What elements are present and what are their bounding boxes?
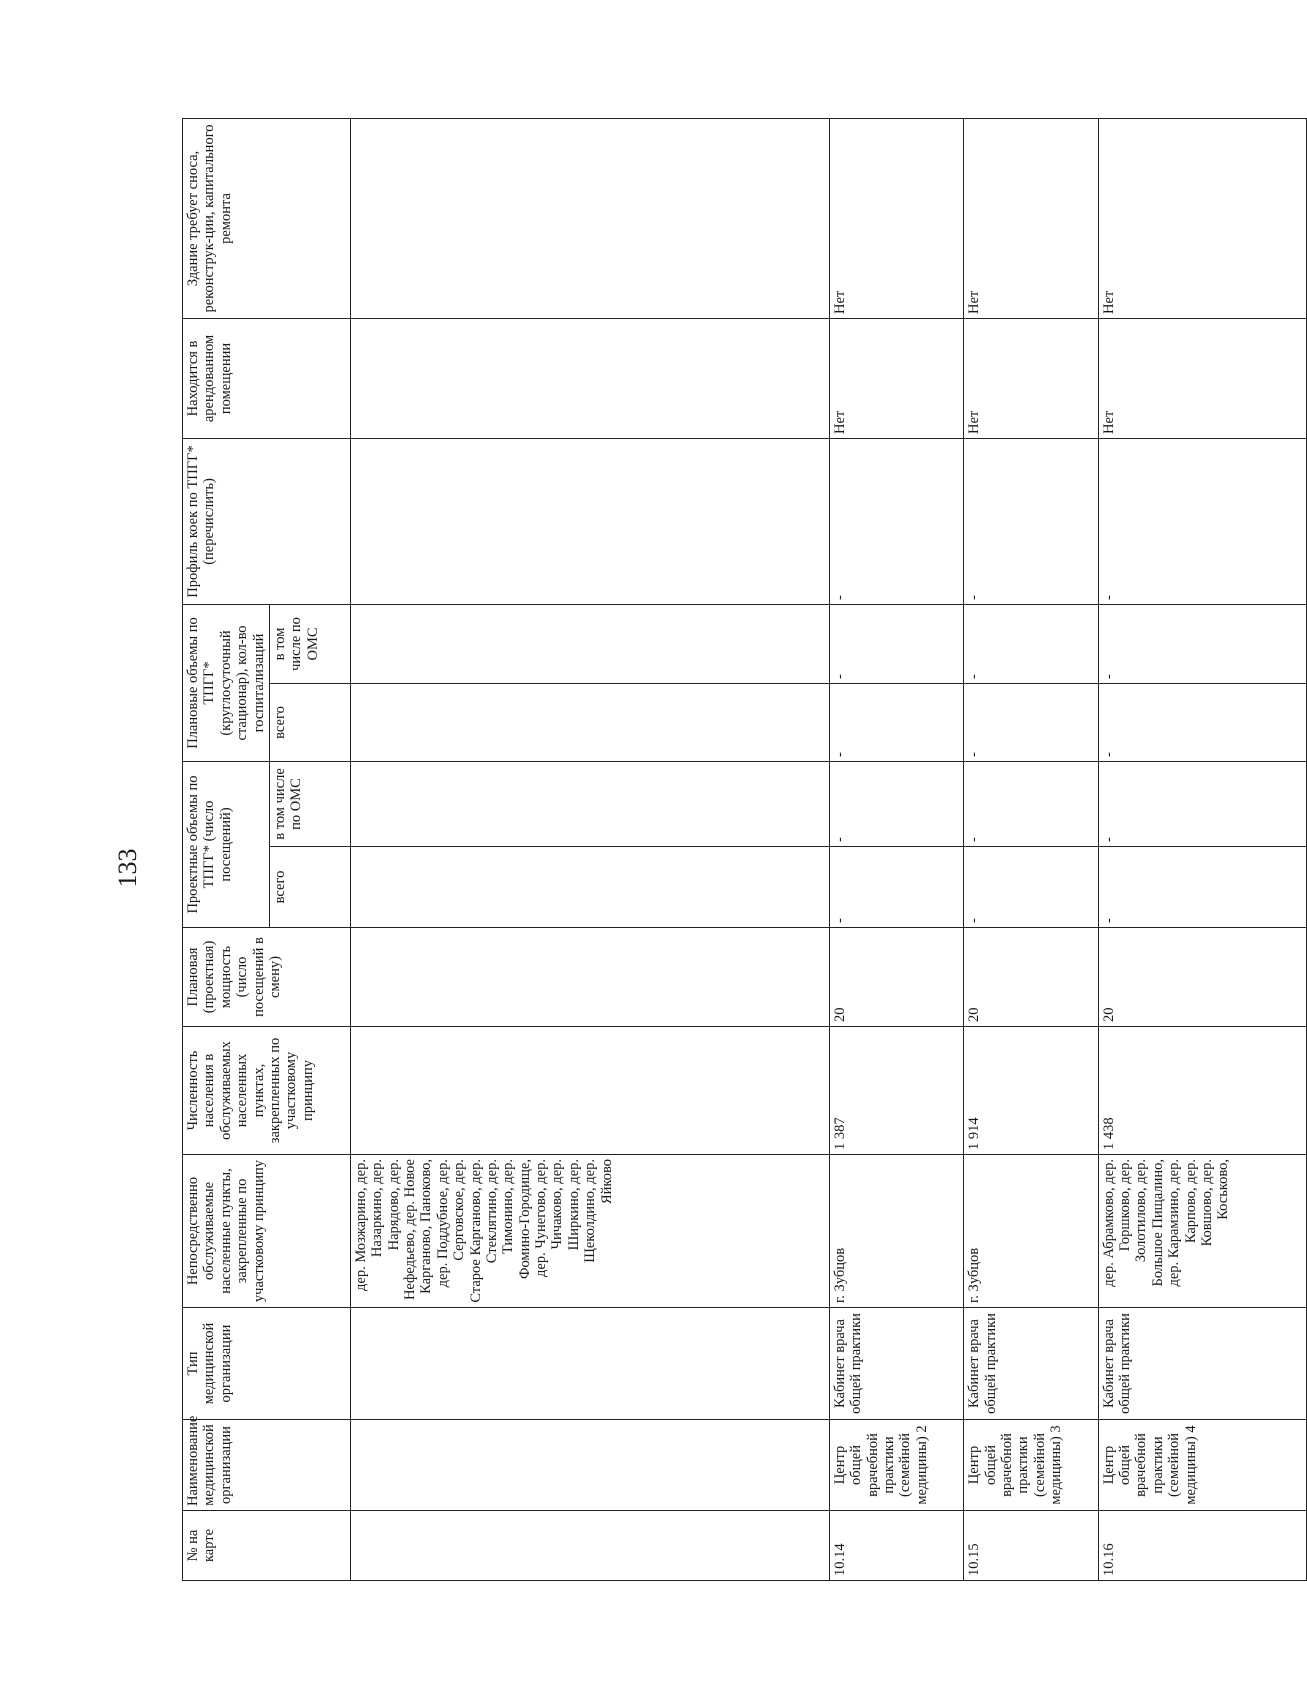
cell-num: 10.14	[829, 1511, 963, 1581]
header-visits-oms: в том числе по ОМС	[269, 762, 350, 847]
rotated-table-wrapper	[182, 119, 1307, 1581]
cell-visits-total	[350, 847, 829, 928]
cell-repair: Нет	[1098, 118, 1306, 318]
cell-hosp-oms: -	[1098, 604, 1306, 683]
page-number: 133	[113, 848, 142, 888]
cell-visits-total: -	[964, 847, 1098, 928]
header-settlements: Непосредственно обслуживаемые населенные пункты, закрепленные по участковому принципу	[183, 1155, 351, 1308]
header-visits-total: всего	[269, 847, 350, 928]
cell-visits-total: -	[829, 847, 963, 928]
cell-visits-oms: -	[829, 762, 963, 847]
header-repair: Здание требует сноса, реконструк-ции, капитального ремонта	[183, 118, 351, 318]
header-num: № на карте	[183, 1511, 351, 1581]
cell-hosp-oms	[350, 604, 829, 683]
header-hosp: Плановые объемы по ТПГГ* (круглосуточный стационар), кол-во госпитализаций	[183, 604, 270, 761]
cell-repair: Нет	[829, 118, 963, 318]
cell-repair	[350, 118, 829, 318]
cell-name: Центр общей врачебной практики (семейной медицины) 2	[829, 1420, 963, 1511]
cell-type: Кабинет врача общей практики	[1098, 1308, 1306, 1420]
cell-population: 1 387	[829, 1027, 963, 1155]
header-population: Численность населения в обслуживаемых населенных пунктах, закрепленных по участковому принципу	[183, 1027, 351, 1155]
cell-hosp-oms: -	[829, 604, 963, 683]
cell-capacity: 20	[1098, 928, 1306, 1027]
cell-settlements: г. Зубцов	[964, 1155, 1098, 1308]
cell-population	[350, 1027, 829, 1155]
header-hosp-total: всего	[269, 684, 350, 762]
header-name: Наименование медицинской организации	[183, 1420, 351, 1511]
cell-rented	[350, 318, 829, 438]
medical-organizations-table	[182, 118, 1307, 1581]
cell-settlements: дер. Мозжарино, дер. Назаркино, дер. Нарядово, дер. Нефедьево, дер. Новое Карганово, Паноково, дер. Поддубное, дер. Серговское, дер. Старое Карганово, дер. Стеклятино, дер. Тимонино, дер. Фомино-Городище, дер. Чунегово, дер. Чичаково, дер. Ширкино, дер. Щеколдино, дер. Яйково	[350, 1155, 829, 1308]
header-hosp-oms: в том числе по ОМС	[269, 604, 350, 683]
cell-repair: Нет	[964, 118, 1098, 318]
cell-hosp-total	[350, 684, 829, 762]
cell-name	[350, 1420, 829, 1511]
cell-capacity: 20	[829, 928, 963, 1027]
table-row	[350, 118, 829, 1580]
cell-num: 10.16	[1098, 1511, 1306, 1581]
cell-beds: -	[829, 438, 963, 604]
cell-visits-total: -	[1098, 847, 1306, 928]
cell-name: Центр общей врачебной практики (семейной медицины) 4	[1098, 1420, 1306, 1511]
cell-beds	[350, 438, 829, 604]
header-visits: Проектные объемы по ТПГГ* (число посещений)	[183, 762, 270, 928]
cell-type	[350, 1308, 829, 1420]
header-beds: Профиль коек по ТПГГ* (перечислить)	[183, 438, 351, 604]
header-capacity: Плановая (проектная) мощность (число посещений в смену)	[183, 928, 351, 1027]
cell-num	[350, 1511, 829, 1581]
cell-hosp-total: -	[829, 684, 963, 762]
cell-hosp-total: -	[964, 684, 1098, 762]
table-row	[1098, 118, 1306, 1580]
cell-visits-oms: -	[1098, 762, 1306, 847]
cell-beds: -	[1098, 438, 1306, 604]
cell-num: 10.15	[964, 1511, 1098, 1581]
cell-visits-oms	[350, 762, 829, 847]
cell-capacity: 20	[964, 928, 1098, 1027]
cell-population: 1 438	[1098, 1027, 1306, 1155]
cell-rented: Нет	[829, 318, 963, 438]
cell-capacity	[350, 928, 829, 1027]
header-row	[183, 118, 270, 1580]
cell-settlements: дер. Абрамково, дер. Горшково, дер. Золотилово, дер. Большое Пищалино, дер. Карамзино, дер. Карпово, дер. Ковшово, дер. Коськово,	[1098, 1155, 1306, 1308]
table-row	[964, 118, 1098, 1580]
cell-hosp-oms: -	[964, 604, 1098, 683]
header-type: Тип медицинской организации	[183, 1308, 351, 1420]
cell-type: Кабинет врача общей практики	[964, 1308, 1098, 1420]
cell-population: 1 914	[964, 1027, 1098, 1155]
header-rented: Находится в арендованном помещении	[183, 318, 351, 438]
cell-beds: -	[964, 438, 1098, 604]
table-row	[829, 118, 963, 1580]
cell-visits-oms: -	[964, 762, 1098, 847]
cell-rented: Нет	[1098, 318, 1306, 438]
cell-type: Кабинет врача общей практики	[829, 1308, 963, 1420]
cell-settlements: г. Зубцов	[829, 1155, 963, 1308]
cell-rented: Нет	[964, 318, 1098, 438]
cell-hosp-total: -	[1098, 684, 1306, 762]
cell-name: Центр общей врачебной практики (семейной медицины) 3	[964, 1420, 1098, 1511]
